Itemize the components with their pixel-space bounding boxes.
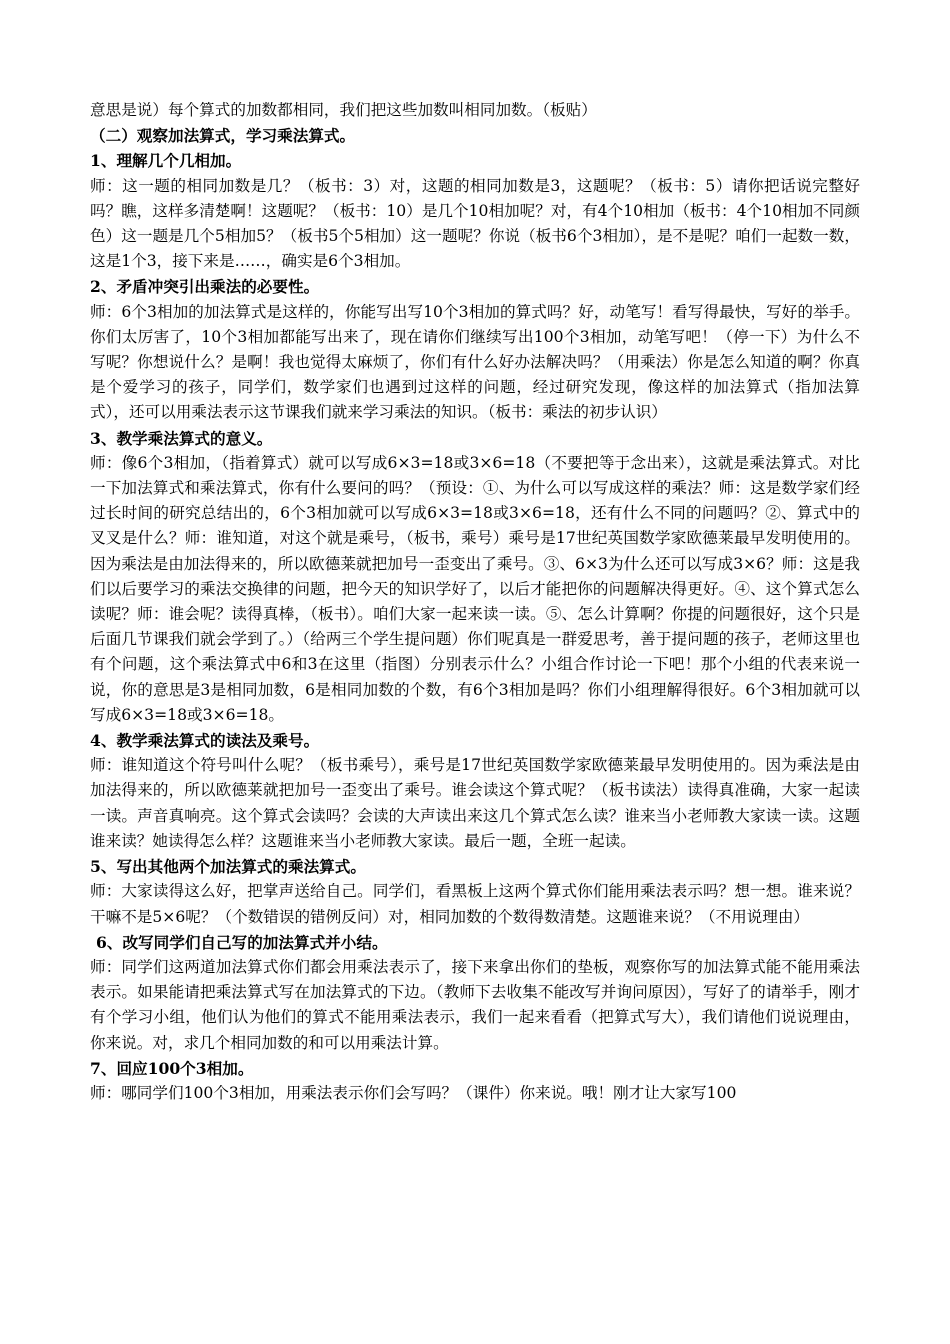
paragraph: 意思是说）每个算式的加数都相同，我们把这些加数叫相同加数。（板贴） <box>90 101 597 119</box>
section-heading: （二）观察加法算式，学习乘法算式。 <box>90 126 356 146</box>
section-heading: 6、改写同学们自己写的加法算式并小结。 <box>96 932 388 952</box>
paragraph: 师：谁知道这个符号叫什么呢？（板书乘号），乘号是17世纪英国数学家欧德莱最早发明使用的。因为乘法是由加法得来的，所以欧德莱就把加号一歪变出了乘号。谁会读这个算式呢？（板书读法）读得真准确，大家一起读一读。声音真响亮。这个算式会读吗？会读的大声读出来这几个算式怎么读？谁来当小老师教大家读一读。这题谁来读？她读得怎么样？这题谁来当小老师教大家读。最后一题，全班一起读。 <box>90 756 860 850</box>
section-heading: 7、回应100个3相加。 <box>90 1058 254 1078</box>
document-page <box>90 98 860 1106</box>
section-heading: 4、教学乘法算式的读法及乘号。 <box>90 731 320 751</box>
section-heading: 5、写出其他两个加法算式的乘法算式。 <box>90 857 366 877</box>
paragraph: 师：这一题的相同加数是几？（板书：3）对，这题的相同加数是3，这题呢？（板书：5）请你把话说完整好吗？瞧，这样多清楚啊！这题呢？（板书：10）是几个10相加呢？对，有4个10相加（板书：4个10相加不同颜色）这一题是几个5相加5？（板书5个5相加）这一题呢？你说（板书6个3相加），是不是呢？咱们一起数一数，这是1个3，接下来是……，确实是6个3相加。 <box>90 176 860 271</box>
paragraph: 师：像6个3相加，（指着算式）就可以写成6×3=18或3×6=18（不要把等于念出来），这就是乘法算式。对比一下加法算式和乘法算式，你有什么要问的吗？（预设：①、为什么可以写成这样的乘法？师：这是数学家们经过长时间的研究总结出的，6个3相加就可以写成6×3=18或3×6=18，还有什么不同的问题吗？②、算式中的叉叉是什么？师：谁知道，对这个就是乘号，（板书，乘号）乘号是17世纪英国数学家欧德莱最早发明使用的。因为乘法是由加法得来的，所以欧德莱就把加号一歪变出了乘号。③、6×3为什么还可以写成3×6？师：这是我们以后要学习的乘法交换律的问题，把今天的知识学好了，以后才能把你的问题解决得更好。④、这个算式怎么读呢？师：谁会呢？读得真棒，（板书）。咱们大家一起来读一读。⑤、怎么计算啊？你提的问题很好，这个只是后面几节课我们就会学到了。）（给两三个学生提问题）你们呢真是一群爱思考，善于提问题的孩子，老师这里也有个问题，这个乘法算式中6和3在这里（指图）分别表示什么？小组合作讨论一下吧！那个小组的代表来说一说，你的意思是3是相同加数，6是相同加数的个数，有6个3相加是吗？你们小组理解得很好。6个3相加就可以写成6×3=18或3×6=18。 <box>90 453 860 724</box>
section-heading: 3、教学乘法算式的意义。 <box>90 428 273 448</box>
section-heading: 1、理解几个几相加。 <box>90 151 242 171</box>
paragraph: 师：大家读得这么好，把掌声送给自己。同学们，看黑板上这两个算式你们能用乘法表示吗？想一想。谁来说？干嘛不是5×6呢？（个数错误的错例反问）对，相同加数的个数得数清楚。这题谁来说？（不用说理由） <box>90 882 860 926</box>
paragraph: 师：6个3相加的加法算式是这样的，你能写出写10个3相加的算式吗？好，动笔写！看写得最快，写好的举手。你们太厉害了，10个3相加都能写出来了，现在请你们继续写出100个3相加，动笔写吧！（停一下）为什么不写呢？你想说什么？是啊！我也觉得太麻烦了，你们有什么好办法解决吗？（用乘法）你是怎么知道的啊？你真是个爱学习的孩子，同学们，数学家们也遇到过这样的问题，经过研究发现，像这样的加法算式（指加法算式），还可以用乘法表示这节课我们就来学习乘法的知识。（板书：乘法的初步认识） <box>90 302 860 422</box>
paragraph: 师：同学们这两道加法算式你们都会用乘法表示了，接下来拿出你们的垫板，观察你写的加法算式能不能用乘法表示。如果能请把乘法算式写在加法算式的下边。（教师下去收集不能改写并询问原因），写好了的请举手，刚才有个学习小组，他们认为他们的算式不能用乘法表示，我们一起来看看（把算式写大），我们请他们说说理由，你来说。对，求几个相同加数的和可以用乘法计算。 <box>90 957 860 1052</box>
paragraph: 师：哪同学们100个3相加，用乘法表示你们会写吗？（课件）你来说。哦！刚才让大家写100 <box>90 1083 737 1102</box>
section-heading: 2、矛盾冲突引出乘法的必要性。 <box>90 277 320 297</box>
